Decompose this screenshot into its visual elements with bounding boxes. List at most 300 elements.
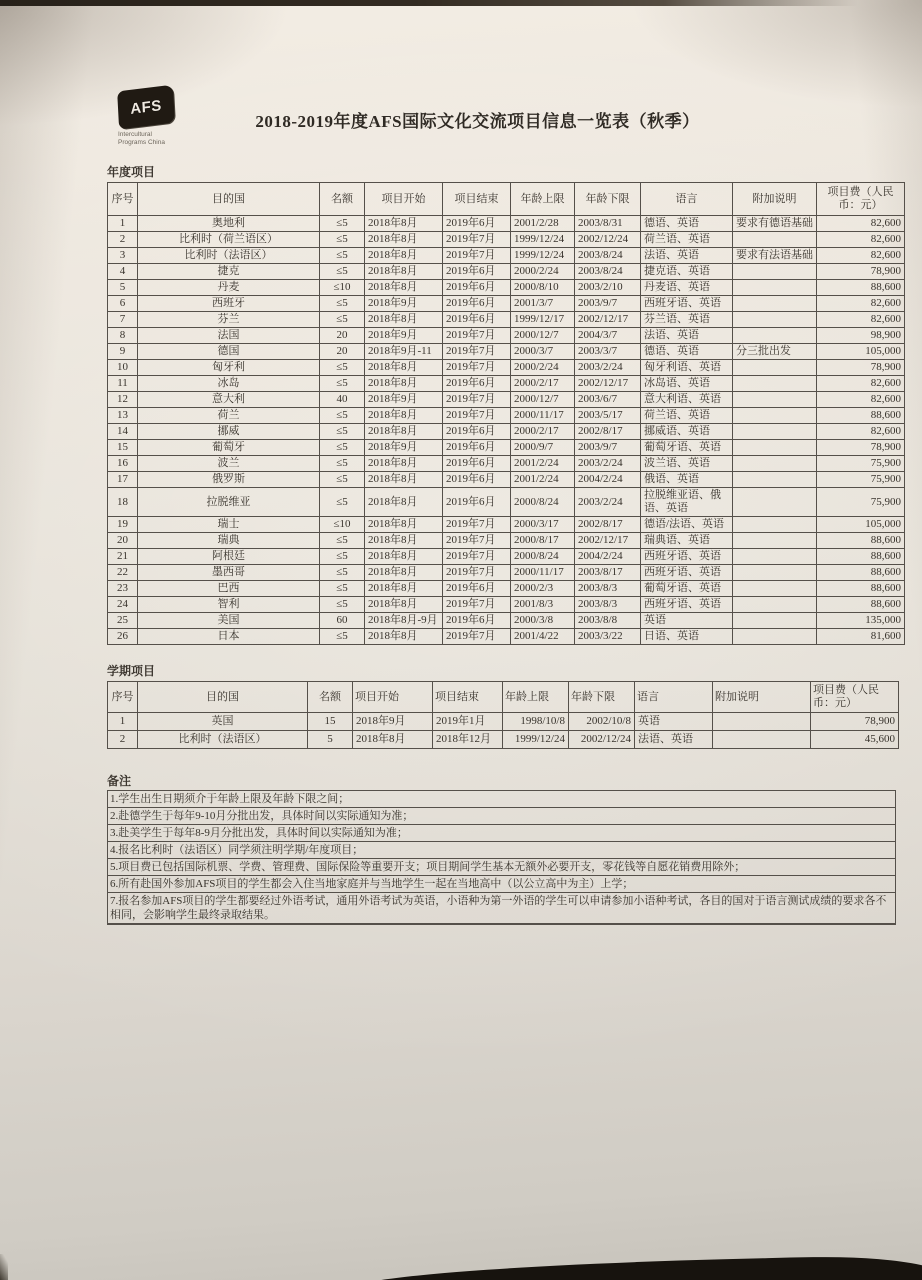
table-cell: 阿根廷 — [138, 549, 320, 565]
column-header: 语言 — [641, 183, 733, 216]
table-cell: 2018年8月 — [365, 581, 443, 597]
table-cell — [733, 440, 817, 456]
table-cell: 意大利语、英语 — [641, 392, 733, 408]
column-header: 目的国 — [138, 682, 308, 713]
table-cell — [733, 296, 817, 312]
table-cell: 俄语、英语 — [641, 472, 733, 488]
table-cell: 2 — [108, 232, 138, 248]
column-header: 附加说明 — [733, 183, 817, 216]
table-cell: 135,000 — [817, 613, 905, 629]
table-cell: 82,600 — [817, 376, 905, 392]
table-cell: 智利 — [138, 597, 320, 613]
table-cell: 2000/3/17 — [511, 517, 575, 533]
table-row — [108, 248, 905, 264]
table-cell: 德语、英语 — [641, 216, 733, 232]
column-header: 语言 — [635, 682, 713, 713]
column-header: 年龄上限 — [503, 682, 569, 713]
table-cell: 2003/8/8 — [575, 613, 641, 629]
table-cell: 2018年9月 — [365, 440, 443, 456]
table-cell: 2000/12/7 — [511, 328, 575, 344]
table-cell: 2000/8/17 — [511, 533, 575, 549]
table-cell — [733, 456, 817, 472]
table-cell: 英语 — [635, 713, 713, 731]
table-cell: 11 — [108, 376, 138, 392]
table-cell: 2019年6月 — [443, 440, 511, 456]
table-cell: 2019年7月 — [443, 328, 511, 344]
table-cell: 4 — [108, 264, 138, 280]
table-cell: 2002/12/17 — [575, 376, 641, 392]
table-cell: 芬兰语、英语 — [641, 312, 733, 328]
table-cell: 2019年7月 — [443, 517, 511, 533]
table-cell: 2018年8月 — [365, 472, 443, 488]
table-cell: 2001/3/7 — [511, 296, 575, 312]
table-cell: 2019年7月 — [443, 597, 511, 613]
table-cell: 法语、英语 — [641, 248, 733, 264]
table-cell: 2018年8月 — [365, 216, 443, 232]
table-cell — [733, 408, 817, 424]
table-cell: 13 — [108, 408, 138, 424]
table-cell: 8 — [108, 328, 138, 344]
table-cell: 2019年7月 — [443, 232, 511, 248]
table-cell: ≤5 — [320, 264, 365, 280]
table-cell: ≤5 — [320, 248, 365, 264]
table-row — [108, 232, 905, 248]
table-row — [108, 565, 905, 581]
column-header: 项目费（人民币：元） — [811, 682, 899, 713]
table-cell: 拉脱维亚语、俄语、英语 — [641, 488, 733, 517]
table-cell: 2018年8月 — [365, 312, 443, 328]
table-row — [108, 344, 905, 360]
table-cell: ≤5 — [320, 581, 365, 597]
table-cell: 芬兰 — [138, 312, 320, 328]
table-cell — [733, 533, 817, 549]
table-cell: 75,900 — [817, 488, 905, 517]
table-cell: 2018年8月 — [365, 517, 443, 533]
table-cell — [733, 472, 817, 488]
table-row — [108, 472, 905, 488]
table-cell: 2019年7月 — [443, 629, 511, 645]
table-cell: 88,600 — [817, 581, 905, 597]
table-cell: 2018年8月 — [365, 264, 443, 280]
table-row — [108, 424, 905, 440]
header-row — [108, 682, 899, 713]
table-row — [108, 581, 905, 597]
table-cell: 2019年6月 — [443, 280, 511, 296]
table-cell: 2002/10/8 — [569, 713, 635, 731]
table-cell: 2019年6月 — [443, 296, 511, 312]
table-cell: 20 — [108, 533, 138, 549]
table-cell: 25 — [108, 613, 138, 629]
table-cell: 2001/2/24 — [511, 456, 575, 472]
table-cell: 2019年6月 — [443, 456, 511, 472]
table-cell: 88,600 — [817, 280, 905, 296]
table-cell: 2018年8月 — [353, 731, 433, 749]
table-cell: 105,000 — [817, 344, 905, 360]
table-cell: 法语、英语 — [641, 328, 733, 344]
column-header: 项目开始 — [365, 183, 443, 216]
section-label-annual: 年度项目 — [107, 165, 156, 179]
table-cell: 2003/5/17 — [575, 408, 641, 424]
table-cell: 2019年6月 — [443, 376, 511, 392]
afs-logo-subtitle: Intercultural Programs China — [118, 131, 165, 146]
table-cell: 西班牙语、英语 — [641, 296, 733, 312]
table-cell: 拉脱维亚 — [138, 488, 320, 517]
table-row — [108, 408, 905, 424]
table-cell: 1 — [108, 216, 138, 232]
table-row — [108, 713, 899, 731]
table-cell: 冰岛 — [138, 376, 320, 392]
photo-top-edge — [0, 0, 922, 6]
column-header: 序号 — [108, 183, 138, 216]
column-header: 序号 — [108, 682, 138, 713]
table-cell: 日本 — [138, 629, 320, 645]
table-cell: 17 — [108, 472, 138, 488]
table-cell: ≤5 — [320, 456, 365, 472]
table-cell: 2000/2/24 — [511, 264, 575, 280]
table-cell: 2018年8月 — [365, 232, 443, 248]
table-cell: 2000/2/3 — [511, 581, 575, 597]
table-cell: 2003/8/31 — [575, 216, 641, 232]
note-item: 1.学生出生日期须介于年龄上限及年龄下限之间； — [108, 791, 895, 808]
table-cell: ≤5 — [320, 424, 365, 440]
table-cell: 捷克 — [138, 264, 320, 280]
note-item: 2.赴德学生于每年9-10月分批出发，具体时间以实际通知为准； — [108, 808, 895, 825]
document-page — [107, 86, 901, 925]
table-cell: 2018年9月 — [365, 392, 443, 408]
table-cell — [733, 280, 817, 296]
table-cell: 奥地利 — [138, 216, 320, 232]
table-cell: 2000/8/10 — [511, 280, 575, 296]
annual-programs-table — [107, 182, 905, 645]
table-row — [108, 280, 905, 296]
table-cell: 2019年1月 — [433, 713, 503, 731]
table-cell: 88,600 — [817, 408, 905, 424]
table-cell: 2003/8/24 — [575, 264, 641, 280]
table-row — [108, 440, 905, 456]
table-cell: 75,900 — [817, 472, 905, 488]
table-cell: 82,600 — [817, 248, 905, 264]
table-cell: 德国 — [138, 344, 320, 360]
table-row — [108, 549, 905, 565]
table-cell: 2018年8月 — [365, 549, 443, 565]
table-cell: 2018年8月 — [365, 248, 443, 264]
table-cell: ≤5 — [320, 549, 365, 565]
table-cell — [733, 613, 817, 629]
table-cell: ≤5 — [320, 440, 365, 456]
table-cell: 82,600 — [817, 296, 905, 312]
table-cell: 2019年6月 — [443, 581, 511, 597]
table-cell: 88,600 — [817, 597, 905, 613]
table-row — [108, 328, 905, 344]
table-cell: 2019年6月 — [443, 264, 511, 280]
table-cell: 2000/8/24 — [511, 549, 575, 565]
column-header: 年龄下限 — [575, 183, 641, 216]
table-cell: 2019年6月 — [443, 424, 511, 440]
table-cell: 葡萄牙语、英语 — [641, 581, 733, 597]
table-cell: 西班牙语、英语 — [641, 597, 733, 613]
table-cell — [733, 264, 817, 280]
table-cell: 挪威 — [138, 424, 320, 440]
table-cell: 英语 — [641, 613, 733, 629]
column-header: 项目结束 — [443, 183, 511, 216]
table-cell — [713, 713, 811, 731]
table-cell: 2002/8/17 — [575, 517, 641, 533]
table-cell: 葡萄牙语、英语 — [641, 440, 733, 456]
table-cell — [733, 629, 817, 645]
table-cell: 1999/12/24 — [503, 731, 569, 749]
table-row — [108, 517, 905, 533]
table-cell — [713, 731, 811, 749]
table-row — [108, 731, 899, 749]
table-cell: 2004/2/24 — [575, 549, 641, 565]
table-cell: 45,600 — [811, 731, 899, 749]
table-cell: 2019年7月 — [443, 360, 511, 376]
table-cell: 82,600 — [817, 424, 905, 440]
table-cell: 葡萄牙 — [138, 440, 320, 456]
table-cell: 2003/8/3 — [575, 581, 641, 597]
table-cell: 1999/12/17 — [511, 312, 575, 328]
section-label-notes: 备注 — [107, 774, 132, 788]
table-cell: 2018年12月 — [433, 731, 503, 749]
table-cell: 2019年6月 — [443, 488, 511, 517]
table-cell: 法国 — [138, 328, 320, 344]
table-cell: 瑞士 — [138, 517, 320, 533]
table-cell: 2018年9月 — [365, 328, 443, 344]
column-header: 项目开始 — [353, 682, 433, 713]
table-cell: 2018年8月-9月 — [365, 613, 443, 629]
table-cell: 2000/12/7 — [511, 392, 575, 408]
table-cell: 2018年8月 — [365, 376, 443, 392]
table-cell: 1999/12/24 — [511, 232, 575, 248]
table-cell: 捷克语、英语 — [641, 264, 733, 280]
table-cell: 2018年8月 — [365, 565, 443, 581]
table-cell: 2018年8月 — [365, 533, 443, 549]
table-cell: 2000/2/17 — [511, 424, 575, 440]
table-cell: ≤5 — [320, 360, 365, 376]
table-cell: 2019年6月 — [443, 613, 511, 629]
table-row — [108, 392, 905, 408]
table-cell: 2019年6月 — [443, 312, 511, 328]
table-cell: 俄罗斯 — [138, 472, 320, 488]
table-row — [108, 216, 905, 232]
table-cell: 2003/2/24 — [575, 488, 641, 517]
table-cell — [733, 424, 817, 440]
table-cell: 丹麦语、英语 — [641, 280, 733, 296]
table-cell: 9 — [108, 344, 138, 360]
table-cell: 丹麦 — [138, 280, 320, 296]
table-cell: 日语、英语 — [641, 629, 733, 645]
table-cell: 105,000 — [817, 517, 905, 533]
table-cell: 60 — [320, 613, 365, 629]
table-cell: 德语、英语 — [641, 344, 733, 360]
table-cell: 比利时（法语区） — [138, 731, 308, 749]
table-cell: 瑞典语、英语 — [641, 533, 733, 549]
section-label-semester: 学期项目 — [107, 664, 156, 678]
afs-logo-mark — [117, 85, 175, 130]
table-cell — [733, 597, 817, 613]
table-cell: 分三批出发 — [733, 344, 817, 360]
table-cell: 西班牙语、英语 — [641, 549, 733, 565]
table-cell: 法语、英语 — [635, 731, 713, 749]
table-cell: 2002/12/17 — [575, 312, 641, 328]
table-cell: 要求有法语基础 — [733, 248, 817, 264]
table-cell: 2003/3/22 — [575, 629, 641, 645]
table-cell: 2018年8月 — [365, 597, 443, 613]
table-cell: 2003/8/3 — [575, 597, 641, 613]
table-cell: 88,600 — [817, 533, 905, 549]
table-cell: 2002/8/17 — [575, 424, 641, 440]
note-item: 6.所有赴国外参加AFS项目的学生都会入住当地家庭并与当地学生一起在当地高中（以公立高中为主）上学； — [108, 876, 895, 893]
table-cell: 2000/2/17 — [511, 376, 575, 392]
table-cell: ≤10 — [320, 280, 365, 296]
photo-corner-shadow — [0, 1254, 8, 1280]
table-cell — [733, 312, 817, 328]
afs-logo — [118, 88, 182, 147]
table-cell: 西班牙语、英语 — [641, 565, 733, 581]
table-cell: 15 — [308, 713, 353, 731]
table-cell: 40 — [320, 392, 365, 408]
table-cell — [733, 565, 817, 581]
table-cell: 2018年9月-11 — [365, 344, 443, 360]
table-cell: 1 — [108, 713, 138, 731]
table-cell: 2019年6月 — [443, 216, 511, 232]
table-cell: 22 — [108, 565, 138, 581]
table-cell: 20 — [320, 344, 365, 360]
table-cell: 2018年8月 — [365, 408, 443, 424]
column-header: 项目费（人民币：元） — [817, 183, 905, 216]
table-cell: 2018年9月 — [365, 296, 443, 312]
table-cell: 2002/12/24 — [569, 731, 635, 749]
table-cell: 23 — [108, 581, 138, 597]
table-cell: 美国 — [138, 613, 320, 629]
note-item: 3.赴美学生于每年8-9月分批出发，具体时间以实际通知为准； — [108, 825, 895, 842]
table-cell: 2018年9月 — [353, 713, 433, 731]
table-cell: 88,600 — [817, 565, 905, 581]
table-cell: 2003/2/24 — [575, 456, 641, 472]
table-cell: 2004/3/7 — [575, 328, 641, 344]
table-cell: 2019年7月 — [443, 248, 511, 264]
table-cell — [733, 328, 817, 344]
table-cell — [733, 376, 817, 392]
table-cell: 82,600 — [817, 312, 905, 328]
table-cell: 24 — [108, 597, 138, 613]
table-cell — [733, 232, 817, 248]
table-cell: 82,600 — [817, 392, 905, 408]
table-cell: 2003/9/7 — [575, 296, 641, 312]
table-cell: 波兰语、英语 — [641, 456, 733, 472]
table-row — [108, 296, 905, 312]
table-cell: 冰岛语、英语 — [641, 376, 733, 392]
table-row — [108, 376, 905, 392]
table-cell: 波兰 — [138, 456, 320, 472]
table-cell: 6 — [108, 296, 138, 312]
table-cell: 15 — [108, 440, 138, 456]
table-cell: 78,900 — [817, 440, 905, 456]
semester-programs-table — [107, 681, 899, 749]
table-cell: 21 — [108, 549, 138, 565]
table-cell: 1999/12/24 — [511, 248, 575, 264]
table-cell: 2019年7月 — [443, 549, 511, 565]
table-cell: 82,600 — [817, 232, 905, 248]
table-cell: 2000/9/7 — [511, 440, 575, 456]
table-cell: 2 — [108, 731, 138, 749]
table-cell: 2019年6月 — [443, 472, 511, 488]
table-cell: 5 — [308, 731, 353, 749]
table-cell: 2019年7月 — [443, 344, 511, 360]
table-cell: 2000/2/24 — [511, 360, 575, 376]
table-cell: 78,900 — [817, 264, 905, 280]
table-cell: ≤5 — [320, 296, 365, 312]
table-cell — [733, 360, 817, 376]
table-cell: ≤5 — [320, 216, 365, 232]
table-cell: 78,900 — [817, 360, 905, 376]
table-cell: 2003/8/24 — [575, 248, 641, 264]
table-cell — [733, 581, 817, 597]
table-cell: 荷兰语、英语 — [641, 408, 733, 424]
note-item: 7.报名参加AFS项目的学生都要经过外语考试，通用外语考试为英语，小语种为第一外语的学生可以申请参加小语种考试，各目的国对于语言测试成绩的要求各不相同，会影响学生最终录取结果。 — [108, 893, 895, 924]
table-cell: 12 — [108, 392, 138, 408]
table-cell: 英国 — [138, 713, 308, 731]
column-header: 名额 — [308, 682, 353, 713]
table-cell: 荷兰 — [138, 408, 320, 424]
table-cell: 2003/6/7 — [575, 392, 641, 408]
table-cell: 14 — [108, 424, 138, 440]
photo-bottom-edge — [352, 1255, 922, 1280]
table-cell: 18 — [108, 488, 138, 517]
table-cell: 2019年7月 — [443, 392, 511, 408]
table-row — [108, 360, 905, 376]
column-header: 目的国 — [138, 183, 320, 216]
table-cell: 2000/3/7 — [511, 344, 575, 360]
column-header: 名额 — [320, 183, 365, 216]
table-cell: 2004/2/24 — [575, 472, 641, 488]
table-cell: 88,600 — [817, 549, 905, 565]
table-cell: ≤5 — [320, 533, 365, 549]
table-row — [108, 533, 905, 549]
table-row — [108, 264, 905, 280]
table-cell: 2001/2/24 — [511, 472, 575, 488]
table-cell: 2001/4/22 — [511, 629, 575, 645]
column-header: 年龄下限 — [569, 682, 635, 713]
table-cell — [733, 488, 817, 517]
table-cell: 2003/2/24 — [575, 360, 641, 376]
note-item: 5.项目费已包括国际机票、学费、管理费、国际保险等重要开支；项目期间学生基本无额外必要开支，零花钱等自愿花销费用除外； — [108, 859, 895, 876]
table-cell: ≤5 — [320, 408, 365, 424]
table-row — [108, 312, 905, 328]
table-cell: 2018年8月 — [365, 629, 443, 645]
table-row — [108, 597, 905, 613]
table-cell: 2001/2/28 — [511, 216, 575, 232]
table-cell: 西班牙 — [138, 296, 320, 312]
document-title: 2018-2019年度AFS国际文化交流项目信息一览表（秋季） — [255, 112, 700, 131]
table-cell: 2003/2/10 — [575, 280, 641, 296]
table-cell: 2018年8月 — [365, 360, 443, 376]
table-cell: 19 — [108, 517, 138, 533]
table-cell: 荷兰语、英语 — [641, 232, 733, 248]
table-cell: 瑞典 — [138, 533, 320, 549]
table-cell: ≤5 — [320, 312, 365, 328]
table-cell: 匈牙利语、英语 — [641, 360, 733, 376]
table-cell: 82,600 — [817, 216, 905, 232]
table-cell: ≤10 — [320, 517, 365, 533]
table-cell — [733, 392, 817, 408]
table-cell: 2002/12/17 — [575, 533, 641, 549]
table-row — [108, 456, 905, 472]
table-cell: ≤5 — [320, 629, 365, 645]
table-cell: 2019年7月 — [443, 408, 511, 424]
table-cell: 2018年8月 — [365, 456, 443, 472]
table-cell — [733, 549, 817, 565]
